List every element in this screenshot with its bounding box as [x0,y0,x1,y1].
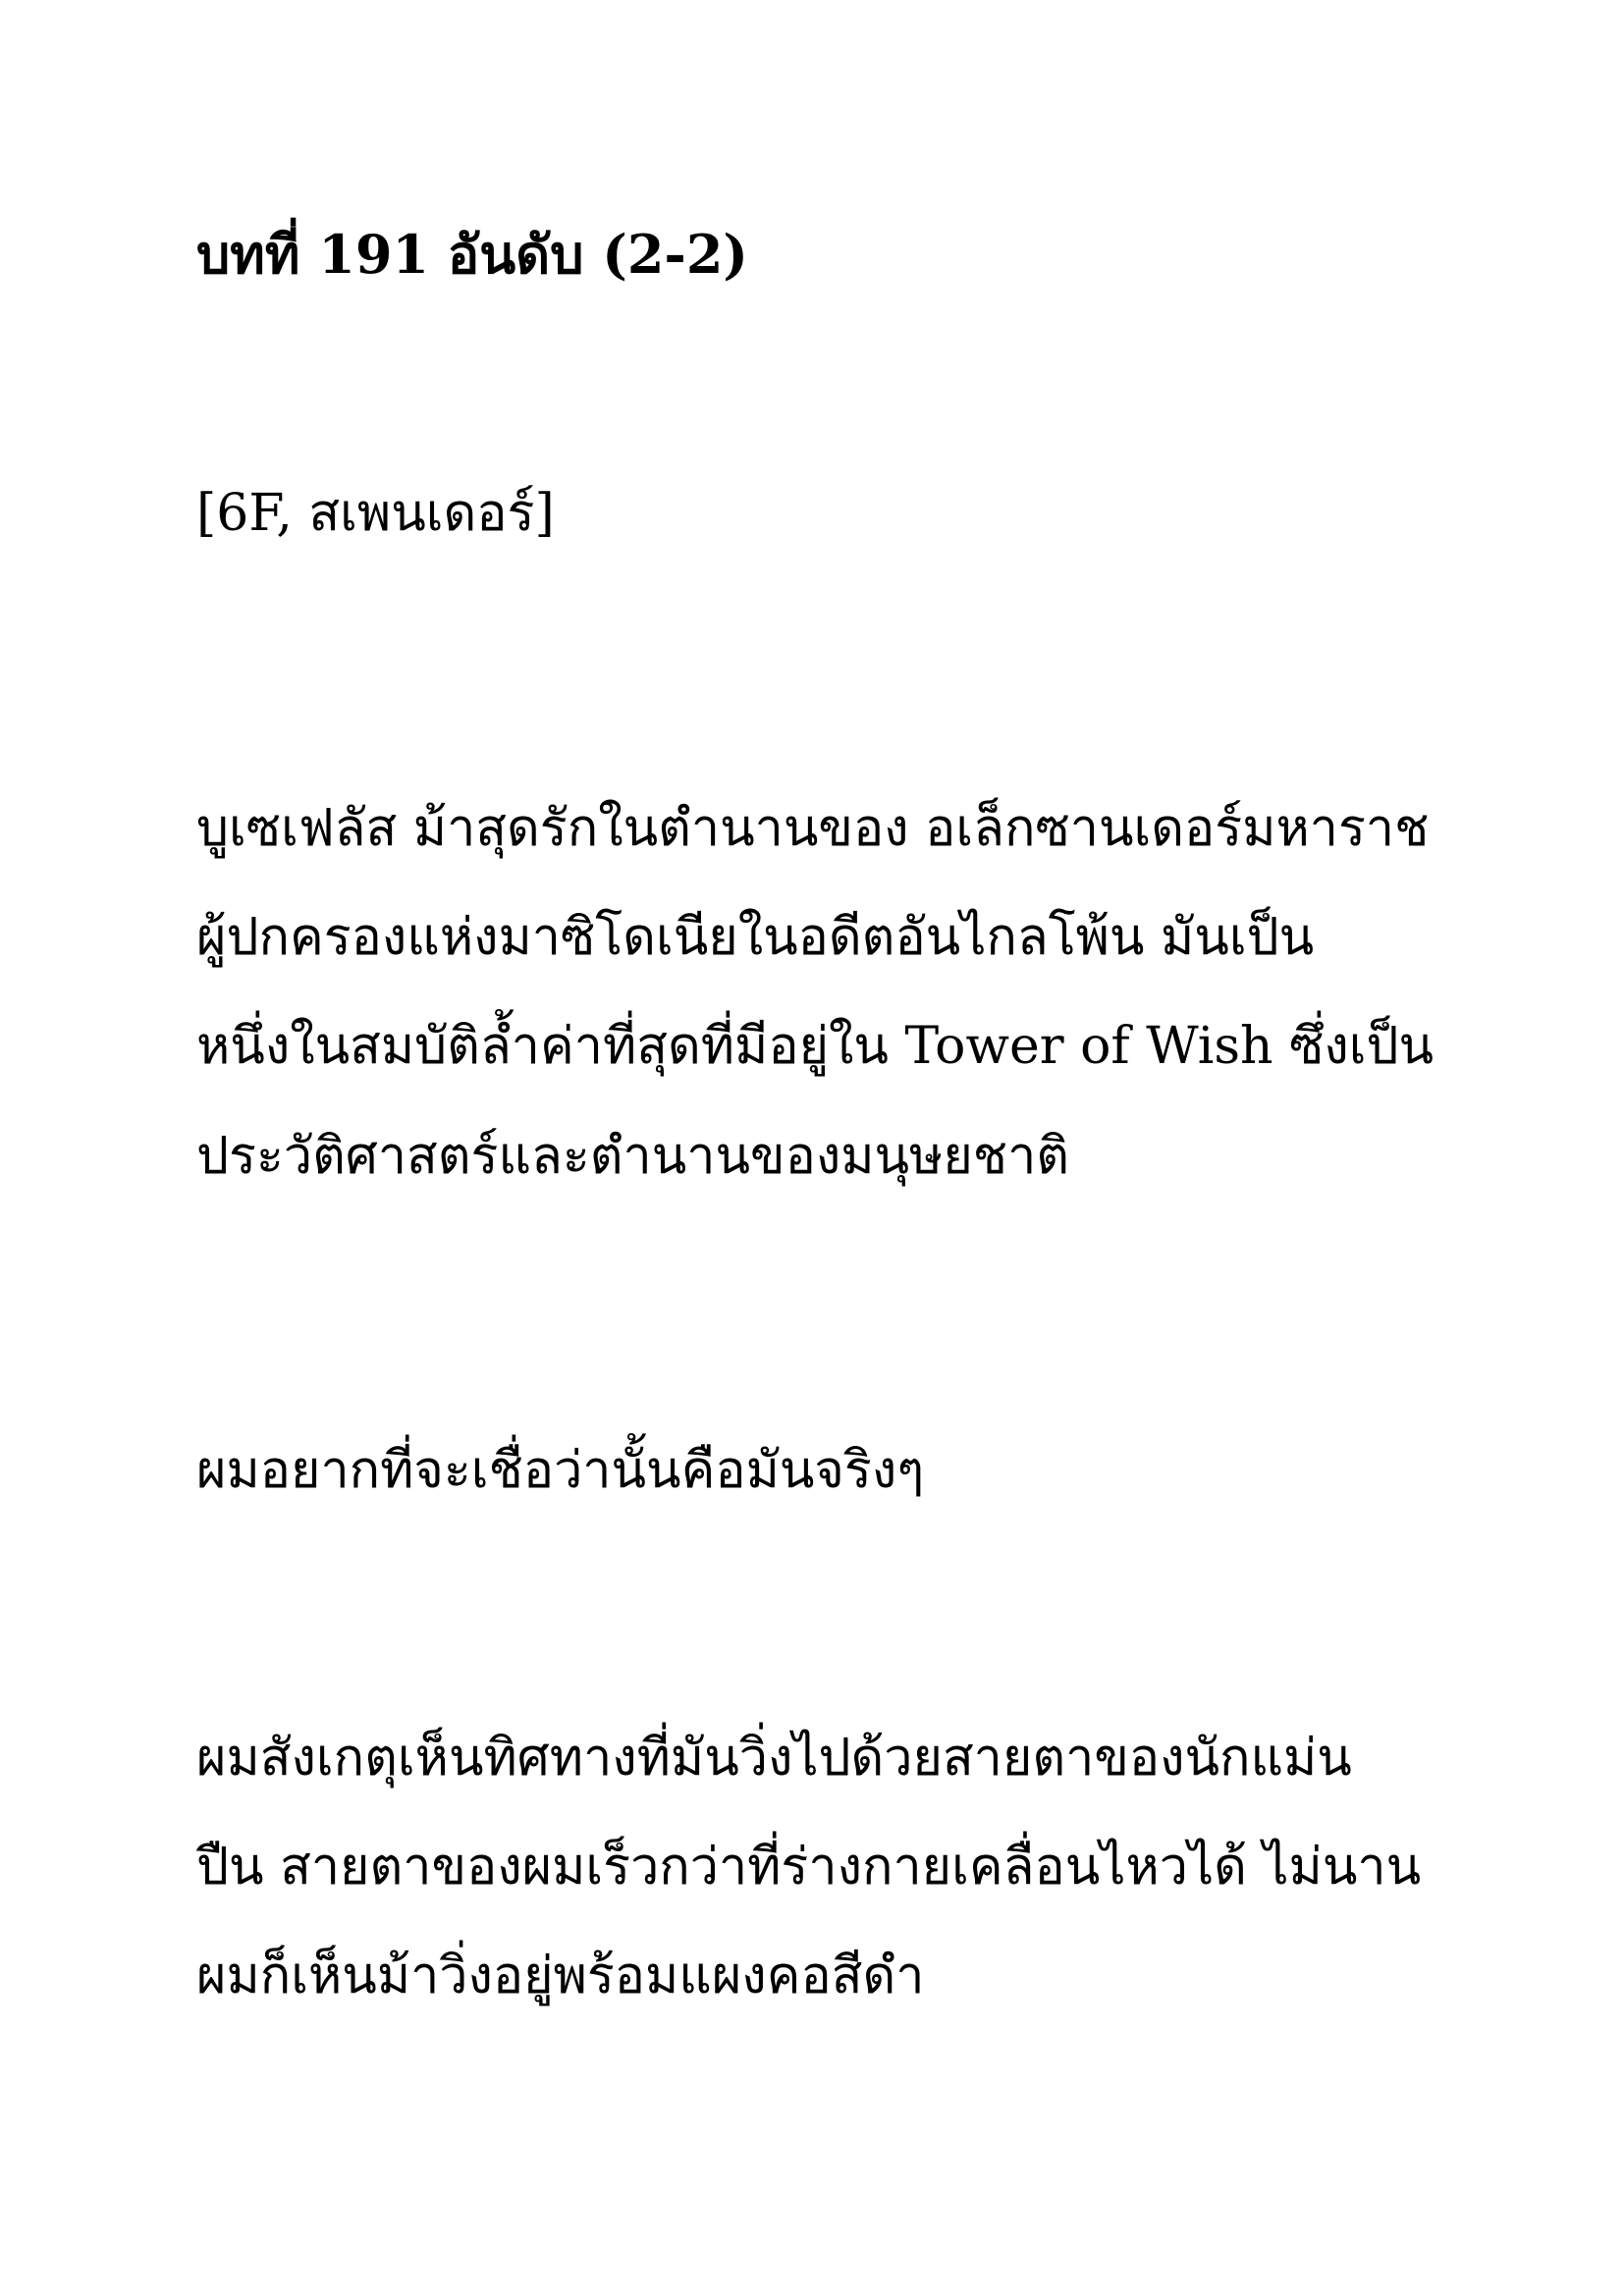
location-tag: [6F, สเพนเดอร์] [196,484,555,543]
paragraph-3-line-2: ปืน สายตาของผมเร็วกว่าที่ร่างกายเคลื่อนไหวได้ ไม่นาน [196,1838,1422,1896]
paragraph-2-line-1: ผมอยากที่จะเชื่อว่านั้นคือมันจริงๆ [196,1441,925,1500]
paragraph-1-line-3: หนึ่งในสมบัติล้ำค่าที่สุดที่มีอยู่ใน Tower of Wish ซึ่งเป็น [196,1017,1435,1076]
paragraph-1-line-2: ผู้ปกครองแห่งมาซิโดเนียในอดีตอันไกลโพ้น มันเป็น [196,908,1315,967]
paragraph-1-line-4: ประวัติศาสตร์และตำนานของมนุษยชาติ [196,1127,1070,1186]
paragraph-3-line-3: ผมก็เห็นม้าวิ่งอยู่พร้อมแผงคอสีดำ [196,1947,925,2005]
paragraph-1-line-1: บูเซเฟลัส ม้าสุดรักในตำนานของ อเล็กซานเดอร์มหาราช [196,799,1430,858]
paragraph-3-line-1: ผมสังเกตุเห็นทิศทางที่มันวิ่งไปด้วยสายตาของนักแม่น [196,1729,1352,1788]
chapter-title: บทที่ 191 อันดับ (2-2) [196,223,748,286]
